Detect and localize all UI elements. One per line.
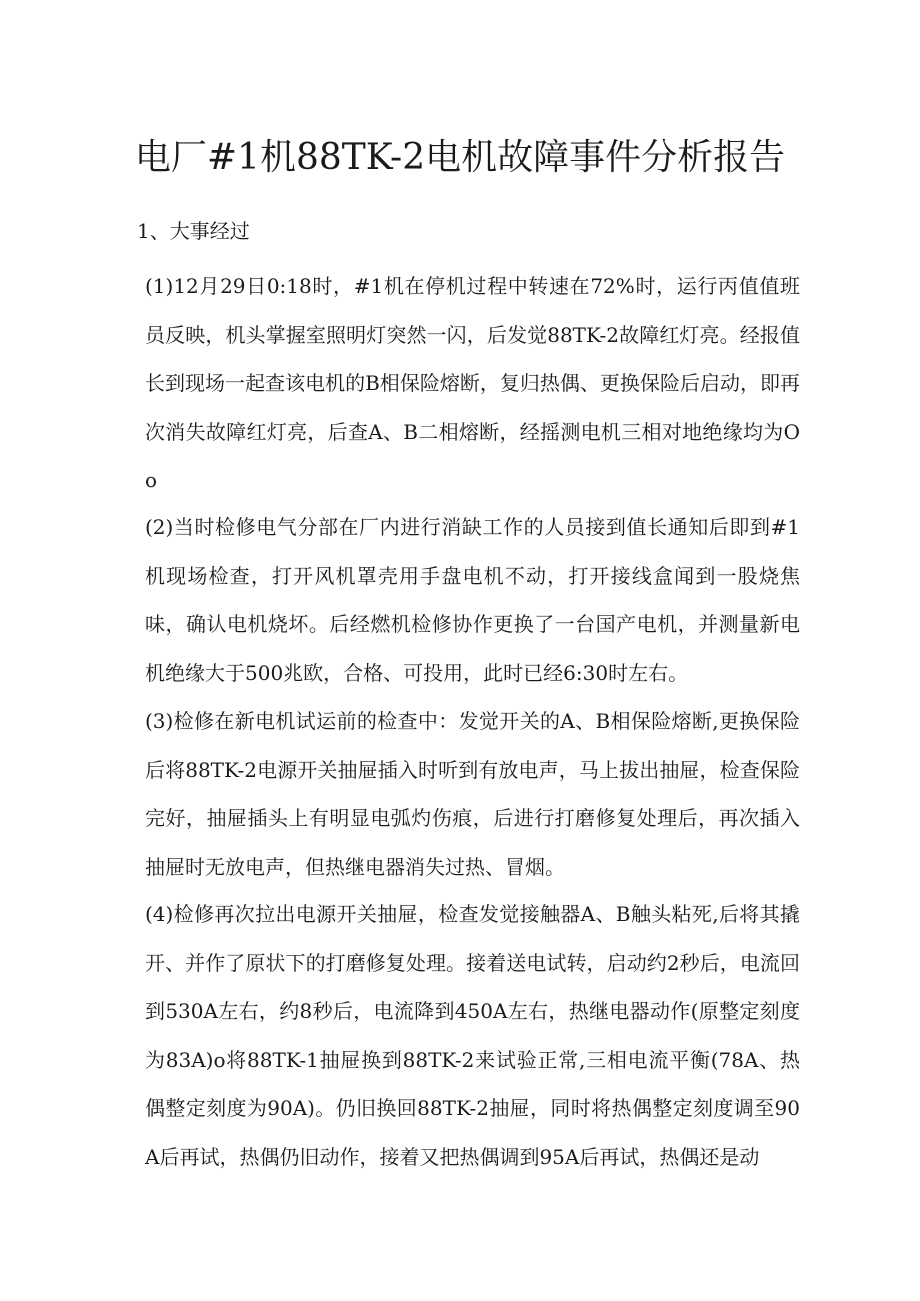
paragraph-3: (3)检修在新电机试运前的检查中：发觉开关的A、B相保险熔断,更换保险后将88TK-2电源开关抽屉插入时听到有放电声，马上拔出抽屉，检查保险完好，抽屉插头上有明显电弧灼伤痕，后进行打磨修复处理后，再次插入抽屉时无放电声，但热继电器消失过热、冒烟。 [145, 709, 800, 879]
document-title: 电厂#1机88TK-2电机故障事件分析报告 [134, 137, 786, 178]
section-heading: 1、大事经过 [137, 219, 250, 243]
paragraph-1: (1)12月29日0:18时，#1机在停机过程中转速在72%时，运行丙值值班员反映，机头掌握室照明灯突然一闪，后发觉88TK-2故障红灯亮。经报值长到现场一起查该电机的B相保险熔断，复归热偶、更换保险后启动，即再次消失故障红灯亮，后查A、B二相熔断，经摇测电机三相对地绝缘均为Oo [145, 274, 800, 492]
paragraph-2: (2)当时检修电气分部在厂内进行消缺工作的人员接到值长通知后即到#1机现场检查，打开风机罩壳用手盘电机不动，打开接线盒闻到一股烧焦味，确认电机烧坏。后经燃机检修协作更换了一台国产电机，并测量新电机绝缘大于500兆欧，合格、可投用，此时已经6:30时左右。 [145, 515, 800, 685]
paragraph-4: (4)检修再次拉出电源开关抽屉，检查发觉接触器A、B触头粘死,后将其撬开、并作了原状下的打磨修复处理。接着送电试转，启动约2秒后，电流回到530A左右，约8秒后，电流降到450A左右，热继电器动作(原整定刻度为83A)o将88TK-1抽屉换到88TK-2来试验正常,三相电流平衡(78A、热偶整定刻度为90A)。仍旧换回88TK-2抽屉，同时将热偶整定刻度调至90A后再试，热偶仍旧动作，接着又把热偶调到95A后再试，热偶还是动 [145, 902, 800, 1169]
